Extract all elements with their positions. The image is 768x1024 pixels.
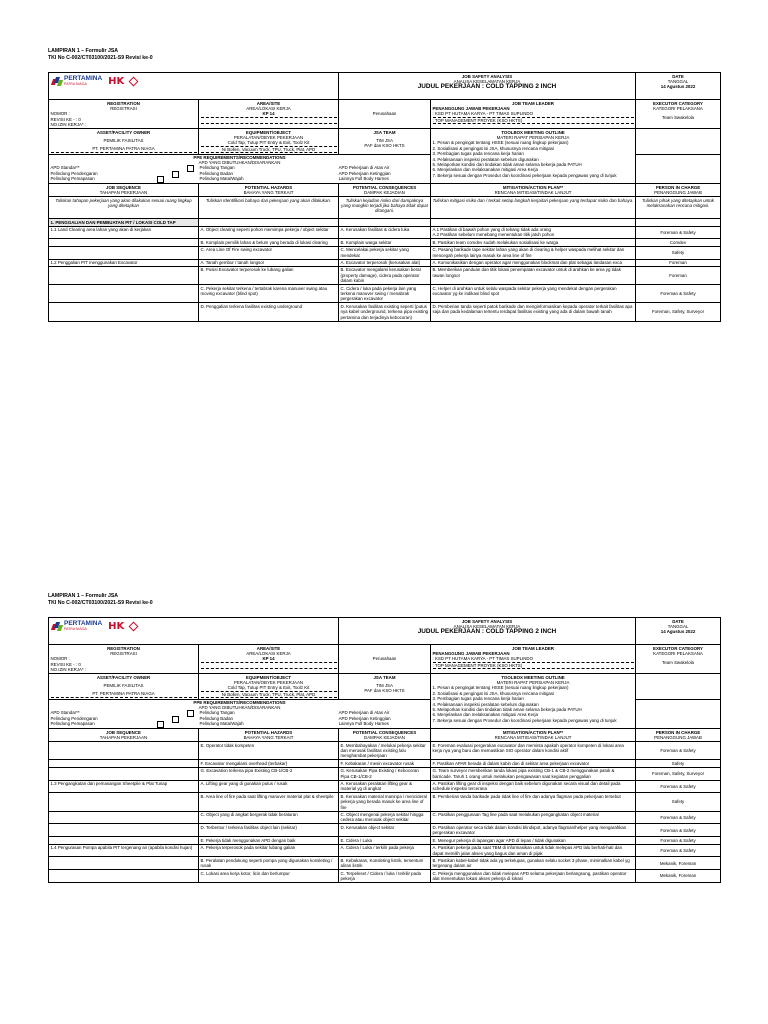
cell-con: F. Kebakaran / mesin excavator rusak (339, 760, 431, 767)
revisi-field: REVISI KE - : 0 (50, 116, 81, 122)
exec-label-2: EXECUTOR CATEGORY (653, 645, 703, 651)
cell-pic: Foreman, Safety, Surveyor (636, 303, 721, 321)
cell-haz: E. Pekerja tidak menggunakan APD dengan baik (199, 837, 339, 844)
materi-label-2: MATERI RAPAT PERSIAPAN KERJA (496, 679, 570, 685)
ppe-col-1 (51, 165, 200, 181)
cell-con: G. Kerusakan Pipa Existing / Kebocoran Pipa CB-1/CB-2 (339, 767, 431, 780)
cell-pic: Safety (636, 246, 721, 259)
table-row (49, 811, 721, 824)
cell-pic: Foreman & Safety (636, 811, 721, 824)
toolbox-item: 6. Menjelaskan dan melaksanakan mitigasi Area Kerja (432, 167, 538, 173)
cell-pic: Safety (636, 793, 721, 811)
ppe-item-label: Pelindung Pemapasan (50, 176, 95, 182)
date-value-2: 14 Agustus 2022 (660, 629, 696, 635)
cell-pic: Comdev (636, 239, 721, 246)
executor-value-2: Team Swakelola (662, 660, 694, 666)
cell-mit: A.1 Pastikan di bawah pohon yang di tebang tidak ada orang A.2 Pastikan sebelum menebang menentukan titik jatuh pohon (431, 226, 636, 239)
jsa-subtitle: ANALISA KESELAMATAN KERJA (453, 78, 521, 84)
cell-mit: D. Pemberian tanda seperti patok barikade dan menginformasikan kepada operator terkait fasilitas apa saja dan pada kedalaman tertentu terdapat fasilitas existing yang ada di dalam bawah tanah (431, 303, 636, 321)
cell-mit: C. Pasang barikade tape sekitar lahan yang akan di clearing & helper waspada melihat sekitar dan mencegah pekerja lainya masuk ke area line of fire (431, 246, 636, 259)
cell-pic: Foreman & Safety (636, 824, 721, 837)
revisi-field-2: REVISI KE - : 0 (50, 661, 81, 667)
cell-haz: D. Terbentur / terkena fasilitas object lain (sekitar) (199, 824, 339, 837)
cell-con: B. Komplain warga sekitar (339, 239, 431, 246)
diamond-logo-icon (129, 622, 139, 632)
ppe-checkbox[interactable] (157, 721, 164, 728)
ppe-checkbox[interactable] (187, 710, 194, 717)
date-sub: TANGGAL (667, 78, 689, 84)
hint-haz: Tuliskan Identifikasi bahaya dari pekerjaan yang akan dilakukan. (199, 197, 339, 219)
cell-seq: 1.4 Pengurasan Pompa apabila PIT tergenang air (apabila kondisi hujan) (49, 844, 199, 857)
cell-seq (49, 837, 199, 844)
col-haz-sub-2: BAHAYA YANG TERKAIT (243, 735, 294, 741)
cell-pic: Mekanik, Foreman (636, 870, 721, 883)
cell-haz: D. Penggalian terkena fasilitas existing underground (199, 303, 339, 321)
patra-niaga-name: PATRA NIAGA (64, 82, 87, 86)
area-lokasi-label: AREA/LOKASI KERJA (246, 105, 291, 111)
cell-seq (49, 857, 199, 870)
hint-pic: Tuliskan pihak yang ditetapkan untuk melaksanakan rencana mitigasi. (636, 197, 721, 219)
cell-mit: C. Pastikan penggunaan Tag line pada saat melakukan pengangkatan object material (431, 811, 636, 824)
cell-haz: B. Area line of fire pada saat lifting manuver material plat & sheetpile (199, 793, 339, 811)
equip-label: EQUIPMENT/OBJECT (245, 129, 292, 135)
peralatan-label: PERALATAN/OBYEK PEKERJAAN (233, 134, 304, 140)
ppe-item-label: Lainnya Full Body Harnes (338, 176, 389, 182)
ppe-item-label: Pelindung Pendengaran (50, 170, 98, 176)
kategori-label-2: KATEGORI PELAKSANA (653, 650, 703, 656)
nomor-field: NOMOR : (50, 111, 70, 117)
cell-pic: Safety (636, 760, 721, 767)
cell-pic: Foreman & Safety (636, 780, 721, 793)
area-value: KP 14 (201, 111, 337, 117)
ppe-item-label: Pelindung Badan (199, 170, 233, 176)
jsa-title: JOB SAFETY ANALYSIS (461, 73, 513, 79)
hint-seq: Tuliskan tahapan pekerjaan yang akan dilakukan sesuai ruang lingkup yang ditetapkan (49, 197, 199, 219)
patra-niaga-name-2: PATRA NIAGA (64, 627, 87, 631)
cell-con: B. Excavator mengalami kerusakan berat (property damage), cidera pada operator dalam kabin (339, 266, 431, 284)
col-haz: POTENTIAL HAZARDS (244, 184, 293, 190)
cell-mit: D. Pastikan operator seca tidak dalam kondisi blindspot, adanya flagman/helper yang mengarahkan pergerakan excavator (431, 824, 636, 837)
ppe-item (200, 721, 339, 726)
pertamina-logo-2 (52, 621, 102, 632)
toolbox-item: 5. Melaporkan kondisi dan tindakan tidak aman selama bekerja pada PATUH (432, 161, 582, 167)
ppe-checkbox[interactable] (157, 176, 164, 183)
ppe-item (200, 176, 339, 181)
ppe-item-label: Pelindung Pendengaran (50, 715, 98, 721)
tim-jsa-label: TIM JSA (376, 137, 393, 143)
jsa-team-label-2: JSA TEAM (373, 674, 396, 680)
cell-pic: Foreman, Safety, Surveyor (636, 767, 721, 780)
cell-seq (49, 760, 199, 767)
pertamina-logo (52, 76, 102, 87)
cell-con: C. Cidera / luka pada pekerja lain yang terkena manuver swing / menabrak pergerakan excavator (339, 285, 431, 303)
table-row (49, 285, 721, 303)
cell-mit: A. Pastikan pekerja pada saat TBM di informasikan untuk tidak melepas APD lalu berhati-hati dan dapat memilih jalan akses yang bagus dan aman di pijak (431, 844, 636, 857)
cell-pic: Foreman (636, 259, 721, 266)
cell-mit: A. Pastikan lifting gear di inspeksi dengan baik sebelum digunakan secara visual dan detail pada schedule inspeksi tercerana (431, 780, 636, 793)
izin-field-2: NO.IZIN KERJA* : (50, 667, 87, 673)
ppe-col-1-2 (51, 710, 200, 726)
registrasi-label: REGISTRASI (110, 105, 137, 111)
ppe-item-label: Pelindung Tangan (199, 710, 235, 716)
paf-value: PAF dan KSO HKTS (364, 143, 405, 149)
cell-haz: B. Komplain pemilik lahan & belum yang berada di lokasi clearing (199, 239, 339, 246)
pertamina-name-2: PERTAMINA (64, 620, 103, 627)
col-seq-2: JOB SEQUENCE (106, 729, 141, 735)
col-haz-sub: BAHAYA YANG TERKAIT (243, 190, 294, 196)
col-con-sub-2: DAMPAK KEJADIAN (364, 735, 405, 741)
cell-seq (49, 266, 199, 284)
cell-seq: 1.2 Penggalian PIT menggunakan Excavator (49, 259, 199, 266)
jsa-page-2 (48, 593, 720, 883)
logo-block-2 (49, 618, 338, 635)
cell-mit: G. Team surveyor memberikan tanda lokasi pipa existing CB-1 & CB-2 menggunakan patok & barricade. Taruh 1 orang untuk melakukan pengawasan saat kegiatan penggalian (431, 767, 636, 780)
ppe-item-label: APD Pekerjaan Ketinggian (338, 715, 391, 721)
table-row (49, 760, 721, 767)
tmp-value-2: : TOP MANAGEMENT PROYEK (KSO HKTS) (433, 663, 634, 669)
table-row (49, 780, 721, 793)
toolbox-item: 4. Pelaksanaan inspeksi peralatan sebelum digunakan (432, 156, 539, 162)
section-title: 1. PENGGALIAN DAN PEMBUATAN PIT / LOKASI COLD TAP (49, 219, 199, 226)
cell-con: B. Kerusakan material maninpa / mencideral pekerja yang berada masuk ke area line of fire (339, 793, 431, 811)
ppe-sub: APD YANG DIBUTUHKAN/DISARANKAN (198, 160, 281, 166)
cell-haz: A. Pekerja terperosok pada sekitar lubang galian (199, 844, 339, 857)
table-row (49, 767, 721, 780)
cell-con: A. Kerusakan peralatan lifting gear & material yg di angkat (339, 780, 431, 793)
area-value-2: KP 14 (201, 656, 337, 662)
perusahaan-label: Perusahaan (372, 111, 397, 117)
cell-haz: F. Excavator mengalami overhead (terbakar) (199, 760, 339, 767)
hk-logo-2: HK (108, 621, 125, 632)
date-value: 14 Agustus 2022 (660, 84, 696, 90)
registration-label-2: REGISTRATION (107, 645, 140, 651)
job-title-2: JUDUL PEKERJAAN : COLD TAPPING 2 INCH (417, 628, 557, 636)
toolbox-item: 7. Bekerja sesuai dengan Prosedur dan koordinasi pekerjaan kepada pengawas yang di tunjuk (432, 717, 617, 723)
cell-pic: Foreman (636, 266, 721, 284)
date-sub-2: TANGGAL (667, 623, 689, 629)
cell-haz: A. Lifting gear yang di gunakan putus / rusak (199, 780, 339, 793)
logo-block (49, 73, 338, 90)
kategori-label: KATEGORI PELAKSANA (653, 105, 703, 111)
pertamina-mark-icon (52, 622, 62, 632)
cell-pic: Foreman & Safety (636, 837, 721, 844)
col-mit-sub: RENCANA MITIGASI/TINDAK LANJUT (494, 190, 572, 196)
toolbox-label: TOOLBOX MEETING OUTLINE (501, 129, 565, 135)
cell-seq: 1.3 Pengangkatan dan pemasangan Sheetpile & Plat Tunap (49, 780, 199, 793)
table-row (49, 870, 721, 883)
page1-rows (49, 226, 721, 321)
cell-con: E. Cidera / Luka (339, 837, 431, 844)
ppe-item-label: Pelindung Tangan (199, 165, 235, 171)
cell-seq (49, 239, 199, 246)
toolbox-item: 2. Sosialisasi & pengingat isi JSA, khususnya rencana mitigasi (432, 690, 555, 696)
izin-field: NO.IZIN KERJA* : (50, 122, 87, 128)
cell-mit: A. Komunikasikan dengan operator agar menggunakan blockmat dan plat sebagai landasan exca (431, 259, 636, 266)
diamond-logo-icon (129, 77, 139, 87)
cell-con: E. Membahayakan / melukai pekerja sekitar dan merusak fasilitas existing lalu menghambat pekerjaan (339, 742, 431, 760)
col-haz-2: POTENTIAL HAZARDS (244, 729, 293, 735)
jsa-team-label: JSA TEAM (373, 129, 396, 135)
nomor-field-2: NOMOR : (50, 656, 70, 662)
perusahaan-label-2: Perusahaan (372, 656, 397, 662)
owner-value-2: PT. PERTAMINA PATRA NIAGA (51, 691, 197, 697)
cell-seq (49, 285, 199, 303)
cell-haz: E. Operator tidak kompeten (199, 742, 339, 760)
team-leader-label-2: JOB TEAM LEADER (512, 645, 554, 651)
hk-logo: HK (108, 76, 125, 87)
cell-mit: C. Pekerja menggunakan dan tidak melepas APD selama pekerjaan berlangsung, pastikan operator alat menentukan lokasi akses pekerja di lokasi (431, 870, 636, 883)
cell-seq (49, 303, 199, 321)
jsa-subtitle-2: ANALISA KESELAMATAN KERJA (453, 623, 521, 629)
col-pic-sub-2: PENANGGUNG JAWAB (654, 735, 702, 741)
materi-label: MATERI RAPAT PERSIAPAN KERJA (496, 134, 570, 140)
table-row (49, 793, 721, 811)
tmp-value: : TOP MANAGEMENT PROYEK (KSO HKTS) (433, 118, 634, 124)
cell-haz: C. Area Line Of Fire swing excavator (199, 246, 339, 259)
col-mit-2: MITIGATION/ACTION PLAN** (502, 729, 564, 735)
cell-mit: C. Helper di arahkan untuk selalu waspada sekitar pekerja yang mendekat dengan pergerakan excavator yg ke indikasi blind spot (431, 285, 636, 303)
peralatan-label-2: PERALATAN/OBYEK PEKERJAAN (233, 679, 304, 685)
exec-label: EXECUTOR CATEGORY (653, 100, 703, 106)
col-con: POTENTIAL CONSEQUENCES (352, 184, 417, 190)
col-seq: JOB SEQUENCE (106, 184, 141, 190)
cell-con: A. Kerusakan fasilitas & cidera luka (339, 226, 431, 239)
toolbox-item: 2. Sosialisasi & pengingat isi JSA, khususnya rencana mitigasi (432, 145, 555, 151)
ppe-title: PPE REQUIREMENTS/RECOMMENDATIONS (193, 154, 286, 160)
cell-seq (49, 742, 199, 760)
table-row (49, 259, 721, 266)
table-row (49, 246, 721, 259)
col-pic: PERSON IN CHARGE (655, 184, 701, 190)
registrasi-label-2: REGISTRASI (110, 650, 137, 656)
pemilik-label-2: PEMILIK FASILITAS (103, 682, 144, 688)
ppe-item-label: Pelindung Mata/Wajah (199, 721, 244, 727)
equip-label-2: EQUIPMENT/OBJECT (245, 674, 292, 680)
job-title: JUDUL PEKERJAAN : COLD TAPPING 2 INCH (417, 83, 557, 91)
toolbox-item: 3. Pembagian tugas pada rencana kerja harian (432, 151, 524, 157)
cell-con: C. Mencelakai pekerja sekitar yang mendekat (339, 246, 431, 259)
cell-pic: Foreman & Safety (636, 742, 721, 760)
cell-haz: C. Object yang di angkat bergerak tidak beraturan (199, 811, 339, 824)
cell-haz: C. Pekerja sekitar terkena / tertabrak karena manuver swing atau moving excavator (blind spot) (199, 285, 339, 303)
ppe-item-label: APD Pekerjaan di Atas Air (338, 710, 390, 716)
ppe-checkbox[interactable] (172, 716, 179, 723)
ppe-item-label: Pelindung Pemapasan (50, 721, 95, 727)
toolbox-item: 1. Pesan & pengingat tentang HSSE (sesuai ruang lingkup pekerjaan) (432, 140, 569, 146)
ppe-item-label: Pelindung Badan (199, 715, 233, 721)
ppe-item (339, 176, 430, 181)
cell-con: C. Terpeleset / Cidera / luka / terkilir pada pekerja (339, 870, 431, 883)
toolbox-list (433, 140, 634, 178)
toolbox-item: 6. Menjelaskan dan melaksanakan mitigasi Area Kerja (432, 712, 538, 718)
jsa-table-1 (48, 72, 721, 322)
toolbox-item: 1. Pesan & pengingat tentang HSSE (sesuai ruang lingkup pekerjaan) (432, 685, 569, 691)
cell-mit: E. Foreman evaluasi pergerakan excavator dan meminta apakah operator kompeten di lokasi area kerja nya yang baru dan memastikan SIO operator dalam kondisi aktif (431, 742, 636, 760)
cell-seq (49, 824, 199, 837)
cell-pic: Foreman & Safety (636, 844, 721, 857)
toolbox-label-2: TOOLBOX MEETING OUTLINE (501, 674, 565, 680)
col-seq-sub: TAHAPAN PEKERJAAN (99, 190, 148, 196)
cell-haz: B. Peralatan pendukung seperti pompa yang digunakan konsleting / rusak (199, 857, 339, 870)
ksd-value-2: : KSD PT HUTAMA KARYA - PT TIMAS SUPLINDO (433, 656, 634, 662)
col-mit: MITIGATION/ACTION PLAN** (502, 184, 564, 190)
cell-pic: Mekanik, Foreman (636, 857, 721, 870)
col-seq-sub-2: TAHAPAN PEKERJAAN (99, 735, 148, 741)
ppe-title-2: PPE REQUIREMENTS/RECOMMENDATIONS (193, 699, 286, 705)
cell-con: B. Kebakaran, Konsleting listrik, tersentum aliran listrik (339, 857, 431, 870)
ppe-col-2 (200, 165, 339, 181)
ppe-sub-2: APD YANG DIBUTUHKAN/DISARANKAN (198, 705, 281, 711)
table-row (49, 266, 721, 284)
owner-value: PT. PERTAMINA PATRA NIAGA (51, 146, 197, 152)
ppe-item-label: APD Standar** (50, 165, 80, 171)
table-row (49, 303, 721, 321)
cell-con: D. Kerusakan object sekitar (339, 824, 431, 837)
cell-con: D. Kerusakan fasilitas existing seperti (putus nya kabel underground, terkena pipa existing pertamina dan terjadinya kebocoran) (339, 303, 431, 321)
registration-label: REGISTRATION (107, 100, 140, 106)
hint-mit: Tuliskan mitigasi risiko dan / terkait setiap langkah kerjadari pekerjaan yang terdapat risiko dan bahaya. (431, 197, 636, 219)
table-row (49, 844, 721, 857)
ppe-item-label: Pelindung Mata/Wajah (199, 176, 244, 182)
cell-con: C. Object mengenai pekerja sekitar hingga cedera atau merusak object sekitar (339, 811, 431, 824)
cell-seq (49, 793, 199, 811)
col-pic-2: PERSON IN CHARGE (655, 729, 701, 735)
toolbox-item: 5. Melaporkan kondisi dan tindakan tidak aman selama bekerja pada PATUH (432, 706, 582, 712)
pertamina-name: PERTAMINA (64, 75, 103, 82)
table-row (49, 742, 721, 760)
owner-label: ASSET/FACILITY OWNER (96, 129, 151, 135)
cell-haz: B. Posisi Excavator terperosok ke lubang galian (199, 266, 339, 284)
ppe-item (339, 721, 430, 726)
ppe-item-label: APD Pekerjaan Ketinggian (338, 170, 391, 176)
tim-jsa-label-2: TIM JSA (376, 682, 393, 688)
equip-line1: Cold Tap, Tutup PIT Entry & Exit, Toolz Kit (201, 140, 337, 146)
cell-mit: B. Pemberian tanda barikade pada tidak line of fire dan adanya flagman pada pekerjaan tersebut (431, 793, 636, 811)
area-site-label: AREA/SITE (256, 100, 281, 106)
cell-mit: E. Menegur pekerja di lapangan agar APD di lepas / tidak digunakan (431, 837, 636, 844)
equip-line2-2: Ni Bollen, Vacuum Truck, TPU, Truck, Plat, APD (201, 692, 337, 698)
toolbox-list-2 (433, 685, 634, 723)
cell-seq: 1.1 Land Clearing area lahan yang akan di kerjakan (49, 226, 199, 239)
table-row (49, 837, 721, 844)
area-site-label-2: AREA/SITE (256, 645, 281, 651)
cell-haz: C. Lokasi area kerja kotor, licin dan berlumpur (199, 870, 339, 883)
col-mit-sub-2: RENCANA MITIGASI/TINDAK LANJUT (494, 735, 572, 741)
ppe-item-label: APD Pekerjaan di Atas Air (338, 165, 390, 171)
lampiran-label: LAMPIRAN 1 – Formulir JSA (48, 48, 119, 54)
date-label: DATE (672, 73, 684, 79)
toolbox-item: 7. Bekerja sesuai dengan Prosedur dan koordinasi pekerjaan kepada pengawas yang di tunjuk (432, 172, 617, 178)
equip-line1-2: Cold Tap, Tutup PIT Entry & Exit, Toolz Kit (201, 685, 337, 691)
jsa-table-2 (48, 617, 721, 883)
area-lokasi-label-2: AREA/LOKASI KERJA (246, 650, 291, 656)
table-row (49, 824, 721, 837)
jsa-page-1 (48, 48, 720, 322)
tki-number: TKI No C-002/CT03100/2021-S9 Revisi ke-0 (48, 55, 153, 61)
col-con-sub: DAMPAK KEJADIAN (364, 190, 405, 196)
page2-rows (49, 742, 721, 883)
table-row (49, 239, 721, 246)
pj-label: PENANGGUNG JAWAB PEKERJAAN (432, 105, 510, 111)
ppe-item-label: APD Standar** (50, 710, 80, 716)
cell-haz: A. Object clearing seperti pohon memimpa pekerja / object sekitar (199, 226, 339, 239)
cell-pic: Foreman & Safety (636, 285, 721, 303)
cell-mit: B. Pastikan team comdev sudah melakukan sosialisasi ke warga (431, 239, 636, 246)
pj-label-2: PENANGGUNG JAWAB PEKERJAAN (432, 650, 510, 656)
tki-number-2: TKI No C-002/CT03100/2021-S9 Revisi ke-0 (48, 600, 153, 606)
cell-haz: G. Excavation terkena pipa Existing CB-1/CB-2 (199, 767, 339, 780)
ppe-col-2-2 (200, 710, 339, 726)
col-con-2: POTENTIAL CONSEQUENCES (352, 729, 417, 735)
cell-pic: Foreman & Safety (636, 226, 721, 239)
hint-con: Tuliskan kejadian risiko dari dampaknya yang mungkin terjadi jika bahaya tidak dapat ditangani. (339, 197, 431, 219)
paf-value-2: PAF dan KSO HKTS (364, 688, 405, 694)
ppe-checkbox[interactable] (172, 171, 179, 178)
col-pic-sub: PENANGGUNG JAWAB (654, 190, 702, 196)
cell-haz: A. Tanah gembur / tanah longsor (199, 259, 339, 266)
pemilik-label: PEMILIK FASILITAS (103, 137, 144, 143)
cell-seq (49, 811, 199, 824)
equip-line2: Ni Bollen, Vacuum Truck, TPU, Truck, Plat, APD (201, 147, 337, 153)
table-row (49, 226, 721, 239)
date-label-2: DATE (672, 618, 684, 624)
cell-seq (49, 767, 199, 780)
lampiran-label-2: LAMPIRAN 1 – Formulir JSA (48, 593, 119, 599)
toolbox-item: 4. Pelaksanaan inspeksi peralatan sebelum digunakan (432, 701, 539, 707)
ppe-checkbox[interactable] (187, 165, 194, 172)
table-row (49, 857, 721, 870)
executor-value: Team Swakelola (662, 115, 694, 121)
team-leader-label: JOB TEAM LEADER (512, 100, 554, 106)
ksd-value: : KSD PT HUTAMA KARYA - PT TIMAS SUPLINDO (433, 111, 634, 117)
cell-mit: B. Memberikan panduan dan titik lokasi penempatan excavator untuk di arahkan ke area yg tidak rawan longsor (431, 266, 636, 284)
cell-mit: F. Pastikan APAR berada di dalam kabin dan di sekitar area pekerjaan excavator (431, 760, 636, 767)
toolbox-item: 3. Pembagian tugas pada rencana kerja harian (432, 696, 524, 702)
cell-con: A. Excavator terperosok (kerusakan alat) (339, 259, 431, 266)
cell-seq (49, 246, 199, 259)
ppe-col-3 (339, 165, 430, 181)
owner-label-2: ASSET/FACILITY OWNER (96, 674, 151, 680)
cell-con: A. Cidera / Luka / terkilir pada pekerja (339, 844, 431, 857)
ppe-col-3-2 (339, 710, 430, 726)
pertamina-mark-icon (52, 77, 62, 87)
jsa-title-2: JOB SAFETY ANALYSIS (461, 618, 513, 624)
cell-seq (49, 870, 199, 883)
cell-mit: B. Pastikan kabel-kabel tidak ada yg terkelupas, gunakan selalu socket 3 phase, minimalkan kabel yg tergenang dalam air (431, 857, 636, 870)
ppe-item-label: Lainnya Full Body Harnes (338, 721, 389, 727)
